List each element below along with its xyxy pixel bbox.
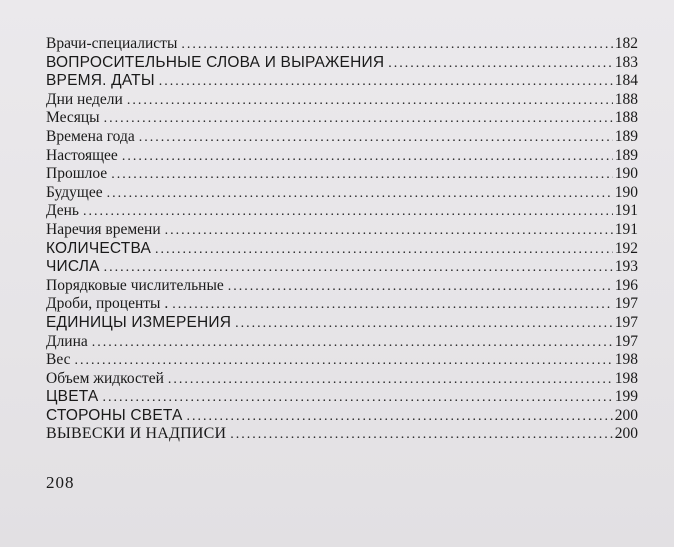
dot-leader	[230, 426, 612, 445]
dot-leader	[92, 334, 613, 353]
toc-section-heading	[46, 258, 638, 277]
toc-entry-title: ЦВЕТА	[46, 388, 99, 406]
toc-entry-page: 198	[614, 369, 638, 387]
table-of-contents	[46, 35, 638, 444]
toc-entry-page: 196	[614, 276, 638, 294]
toc-entry	[46, 35, 638, 54]
toc-entry-title: ЧИСЛА	[46, 258, 100, 276]
toc-entry	[46, 295, 638, 314]
toc-entry-page: 190	[614, 165, 638, 183]
toc-entry-page: 184	[614, 72, 638, 90]
toc-entry	[46, 184, 638, 203]
dot-leader	[159, 73, 613, 92]
toc-entry-title: День	[46, 202, 80, 220]
toc-entry-title: ВОПРОСИТЕЛЬНЫЕ СЛОВА И ВЫРАЖЕНИЯ	[46, 53, 385, 71]
toc-entry-title: ВРЕМЯ. ДАТЫ	[46, 72, 155, 90]
toc-entry-title: Дни недели	[46, 90, 123, 108]
dot-leader	[172, 296, 613, 315]
dot-leader	[228, 278, 613, 297]
toc-entry-page: 188	[614, 109, 638, 127]
toc-entry-page: 182	[614, 35, 638, 52]
toc-entry-title: ВЫВЕСКИ И НАДПИСИ	[46, 425, 227, 443]
dot-leader	[235, 315, 613, 334]
toc-entry-title: Настоящее	[46, 146, 118, 164]
dot-leader	[83, 203, 613, 222]
dot-leader	[74, 352, 612, 371]
dot-leader	[104, 110, 613, 129]
toc-section-heading	[46, 425, 638, 444]
toc-section-heading	[46, 314, 638, 333]
toc-entry-title: Месяцы	[46, 109, 100, 127]
dot-leader	[104, 259, 613, 278]
toc-entry-title: Длина	[46, 332, 88, 350]
toc-entry	[46, 128, 638, 147]
toc-entry-page: 189	[614, 146, 638, 164]
toc-entry-title: Прошлое	[46, 165, 108, 183]
dot-leader	[111, 166, 613, 185]
dot-leader	[102, 389, 612, 408]
toc-entry-title: Времена года	[46, 127, 135, 145]
toc-section-heading	[46, 54, 638, 73]
toc-entry-page: 200	[614, 406, 638, 424]
dot-leader	[127, 92, 613, 111]
toc-entry-page: 197	[614, 313, 638, 331]
toc-entry-page: 198	[614, 351, 638, 369]
toc-entry-title: Будущее	[46, 183, 103, 201]
dot-leader	[165, 222, 613, 241]
toc-entry-title: Наречия времени	[46, 220, 161, 238]
toc-entry-page: 192	[614, 239, 638, 257]
toc-section-heading	[46, 407, 638, 426]
toc-entry-page: 197	[614, 295, 638, 313]
toc-section-heading	[46, 388, 638, 407]
toc-entry	[46, 333, 638, 352]
toc-entry	[46, 91, 638, 110]
toc-entry-title: Вес	[46, 351, 71, 369]
toc-entry-page: 200	[614, 425, 638, 443]
toc-entry	[46, 277, 638, 296]
toc-entry-page: 188	[614, 90, 638, 108]
toc-entry-page: 197	[614, 332, 638, 350]
dot-leader	[388, 55, 613, 74]
toc-section-heading	[46, 240, 638, 259]
toc-entry-page: 193	[614, 258, 638, 276]
toc-entry	[46, 202, 638, 221]
toc-entry-page: 191	[614, 220, 638, 238]
toc-entry-page: 199	[614, 388, 638, 406]
toc-entry-title: СТОРОНЫ СВЕТА	[46, 406, 183, 424]
dot-leader	[168, 371, 613, 390]
toc-entry-title: ЕДИНИЦЫ ИЗМЕРЕНИЯ	[46, 313, 232, 331]
dot-leader	[155, 241, 613, 260]
dot-leader	[187, 408, 613, 427]
toc-entry-page: 189	[614, 127, 638, 145]
toc-entry-title: Врачи-специалисты	[46, 35, 178, 52]
toc-entry-page: 191	[614, 202, 638, 220]
toc-entry-title: Объем жидкостей	[46, 369, 164, 387]
toc-entry	[46, 147, 638, 166]
toc-entry	[46, 109, 638, 128]
dot-leader	[181, 36, 612, 55]
toc-entry	[46, 165, 638, 184]
toc-entry	[46, 351, 638, 370]
dot-leader	[139, 129, 613, 148]
toc-entry-title: Порядковые числительные	[46, 276, 224, 294]
toc-entry-title: Дроби, проценты .	[46, 295, 169, 313]
toc-entry-title: КОЛИЧЕСТВА	[46, 239, 152, 257]
toc-section-heading	[46, 72, 638, 91]
toc-entry-page: 190	[614, 183, 638, 201]
dot-leader	[122, 148, 613, 167]
toc-entry	[46, 370, 638, 389]
page-number: 208	[46, 473, 75, 492]
toc-entry	[46, 221, 638, 240]
dot-leader	[107, 185, 613, 204]
toc-entry-page: 183	[614, 53, 638, 71]
